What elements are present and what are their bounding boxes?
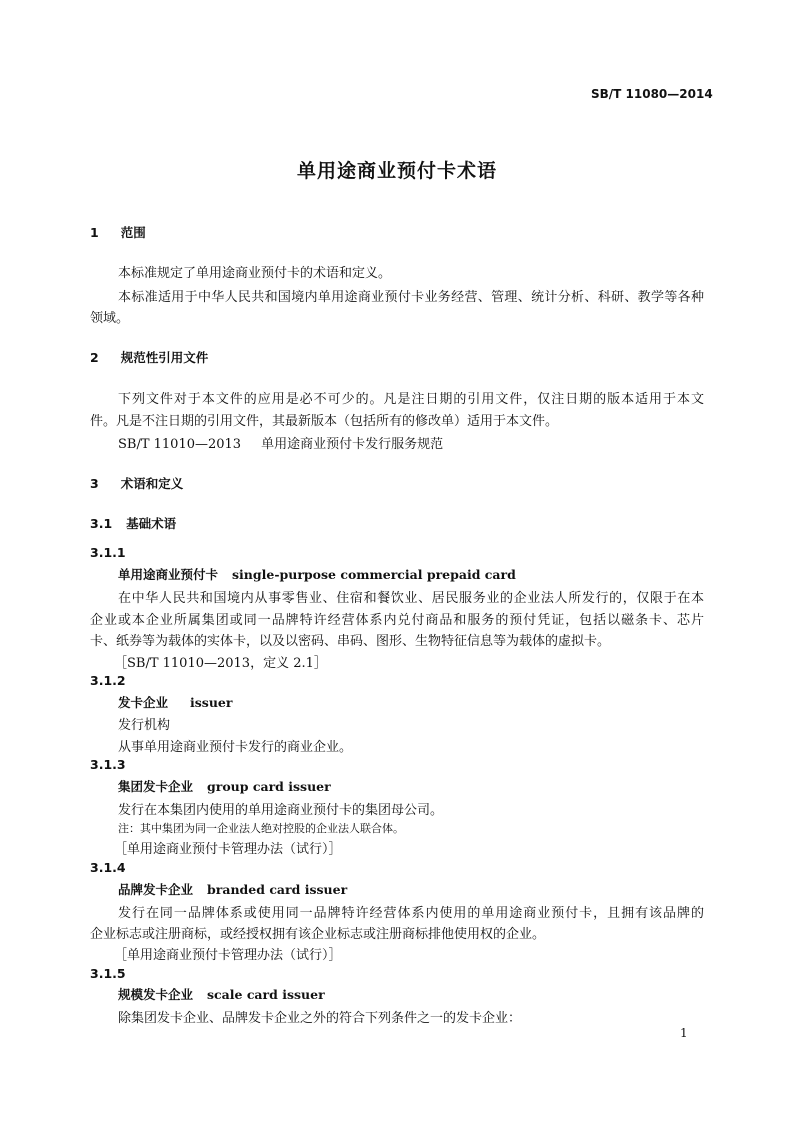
section-title: 术语和定义 xyxy=(120,476,184,491)
term-entry xyxy=(118,565,516,583)
term-number: 3.1.2 xyxy=(90,673,126,688)
term-source: ［单用途商业预付卡管理办法（试行）］ xyxy=(114,842,342,857)
reference-code: SB/T 11010—2013 xyxy=(118,437,242,452)
note: 注：其中集团为同一企业法人绝对控股的企业法人联合体。 xyxy=(118,822,404,835)
page-number: 1 xyxy=(680,1026,688,1040)
term-entry xyxy=(118,880,347,898)
section-title: 规范性引用文件 xyxy=(120,350,209,365)
section-3-heading xyxy=(90,474,183,492)
term-number: 3.1.1 xyxy=(90,545,126,560)
definition-line: 在中华人民共和国境内从事零售业、住宿和餐饮业、居民服务业的企业法人所发行的，仅限于在本 xyxy=(118,591,704,606)
admitted-term: 发行机构 xyxy=(118,718,171,733)
term-zh: 规模发卡企业 xyxy=(118,987,194,1002)
term-source: ［SB/T 11010—2013，定义 2.1］ xyxy=(114,656,327,671)
subsection-number: 3.1 xyxy=(90,516,113,531)
definition-line: 发行在本集团内使用的单用途商业预付卡的集团母公司。 xyxy=(118,803,444,818)
term-number: 3.1.4 xyxy=(90,860,126,875)
standard-code: SB/T 11080—2014 xyxy=(591,87,713,101)
page-title: 单用途商业预付卡术语 xyxy=(296,160,497,182)
section-number: 3 xyxy=(90,476,99,491)
section-1-heading xyxy=(90,223,146,241)
definition-line: 卡、纸券等为载体的实体卡，以及以密码、串码、图形、生物特征信息等为载体的虚拟卡。 xyxy=(90,634,611,649)
paragraph-line: 件。凡是不注日期的引用文件，其最新版本（包括所有的修改单）适用于本文件。 xyxy=(90,414,559,429)
term-entry xyxy=(118,777,331,795)
definition-line: 发行在同一品牌体系或使用同一品牌特许经营体系内使用的单用途商业预付卡，且拥有该品牌的 xyxy=(118,906,704,921)
term-en: branded card issuer xyxy=(207,882,348,897)
term-en: issuer xyxy=(190,695,233,710)
definition-line: 从事单用途商业预付卡发行的商业企业。 xyxy=(118,740,353,755)
paragraph-line: 领域。 xyxy=(90,311,130,326)
section-number: 2 xyxy=(90,350,99,365)
definition-line: 企业或本企业所属集团或同一品牌特许经营体系内兑付商品和服务的预付凭证，包括以磁条卡、芯片 xyxy=(90,613,704,628)
term-zh: 单用途商业预付卡 xyxy=(118,567,219,582)
term-entry xyxy=(118,985,325,1003)
subsection-heading xyxy=(90,514,176,532)
paragraph-line: 本标准适用于中华人民共和国境内单用途商业预付卡业务经营、管理、统计分析、科研、教学等各种 xyxy=(118,290,704,305)
paragraph: 本标准规定了单用途商业预付卡的术语和定义。 xyxy=(118,266,392,281)
term-number: 3.1.3 xyxy=(90,757,126,772)
subsection-title: 基础术语 xyxy=(126,516,177,531)
term-zh: 发卡企业 xyxy=(118,695,169,710)
term-entry xyxy=(118,693,232,711)
term-en: group card issuer xyxy=(207,779,331,794)
term-number: 3.1.5 xyxy=(90,966,126,981)
normative-reference xyxy=(118,433,443,452)
section-number: 1 xyxy=(90,225,99,240)
term-zh: 集团发卡企业 xyxy=(118,779,194,794)
term-en: single-purpose commercial prepaid card xyxy=(232,567,516,582)
definition-line: 企业标志或注册商标，或经授权拥有该企业标志或注册商标排他使用权的企业。 xyxy=(90,927,546,942)
term-en: scale card issuer xyxy=(207,987,325,1002)
definition-line: 除集团发卡企业、品牌发卡企业之外的符合下列条件之一的发卡企业： xyxy=(118,1011,522,1026)
reference-title: 单用途商业预付卡发行服务规范 xyxy=(261,437,444,452)
term-source: ［单用途商业预付卡管理办法（试行）］ xyxy=(114,948,342,963)
section-title: 范围 xyxy=(120,225,146,240)
term-zh: 品牌发卡企业 xyxy=(118,882,194,897)
paragraph-line: 下列文件对于本文件的应用是必不可少的。凡是注日期的引用文件，仅注日期的版本适用于本文 xyxy=(118,392,704,407)
section-2-heading xyxy=(90,348,208,366)
